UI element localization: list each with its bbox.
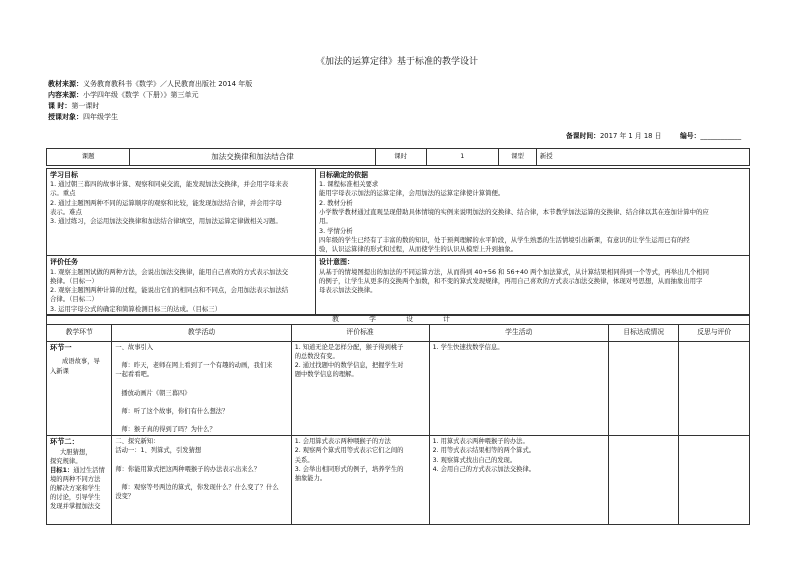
period-label: 课时 (375, 149, 426, 166)
type-label: 课型 (499, 149, 537, 166)
basis-line: 3. 学情分析 (319, 226, 353, 235)
teaching-process-table (46, 324, 750, 525)
achievement-cell (608, 436, 679, 525)
basis-line: 2. 教材分析 (319, 198, 353, 207)
criteria-line: 2. 通过找题中的数学信息，把握学生对 (294, 362, 404, 370)
criteria-line: 1. 知道无论是怎样分配，猴子得到桃子 (294, 344, 404, 351)
basis-line: 验，认识运算律的形式和过程，从而使学生的认识从模型上升到抽象。 (319, 245, 518, 254)
activity-line (115, 380, 287, 389)
student-line: 2. 用等式表示结果相等的两个算式。 (432, 447, 536, 455)
stage-goal: 目标1：通过生活情 (50, 466, 105, 474)
lesson-info-table (46, 148, 750, 166)
criteria-line: 2. 观察两个算式用等式表示它们之间的 (294, 447, 404, 455)
activity-line (115, 416, 287, 425)
meta-textbook: 教材来源：义务教育教科书《数学》／人民教育出版社 2014 年版 (48, 80, 253, 88)
activity-line (115, 474, 287, 483)
criteria-line: 题中数学信息的理解。 (294, 371, 358, 379)
basis-line: 小学数学教材通过直观呈现借助具体情境的实例来说明加法的交换律、结合律，本节教学加法运算的交换律、结合律以其在连加计算中的应 (319, 207, 709, 216)
activity-line: 没变？ (115, 493, 135, 500)
activity-cell (112, 436, 291, 525)
basis-line: 1. 课程标准相关要求 (319, 180, 379, 189)
design-intent (316, 256, 750, 316)
activity-line (115, 398, 287, 407)
criteria-cell (291, 436, 429, 525)
meta-content: 内容来源：小学四年级《数学（下册）》第三单元 (48, 91, 199, 99)
learning-objectives (47, 169, 316, 256)
activity-line: 师：猴子真的得到了吗？为什么？ (121, 426, 216, 434)
topic-label: 课题 (47, 149, 130, 166)
doc-number: 编号：____________ (680, 132, 742, 140)
assessment-line: 合律。（目标二） (50, 295, 98, 304)
type-value: 新授 (536, 149, 749, 166)
criteria-line: 1. 会用算式表示两种喂猴子的方法 (294, 438, 391, 446)
stage-line: 探究规律。 (50, 457, 82, 465)
activity-line: 播放动画片《朝三暮四》 (121, 389, 191, 397)
activity-line: 二、探究新知： (115, 438, 160, 446)
activity-line: 一、故事引入 (115, 344, 154, 351)
period-value: 1 (426, 149, 498, 166)
objective-basis (316, 169, 750, 256)
table-row (47, 342, 750, 436)
activity-line: 师：观察等号两边的算式，你发现什么？什么变了？什么 (121, 483, 279, 491)
topic-value: 加法交换律和加法结合律 (130, 149, 376, 166)
reflection-cell (679, 436, 750, 525)
stage-cell (47, 436, 112, 525)
basis-line: 四年级的学生已经有了丰富的数的知识，处于预判理解的水平阶段，从学生熟悉的生活情境引出新课，有意识的让学生运用已有的经 (319, 235, 690, 244)
assessment-line: 2. 观察主题图两种计算的过程，能说出它们的相同点和不同点，会用加法表示加法结 (50, 286, 289, 295)
reflection-cell (679, 342, 750, 436)
header-criteria: 评价标准 (291, 325, 429, 342)
achievement-cell (608, 342, 679, 436)
stage-goal-line: 的解决方案和学生 (50, 485, 101, 493)
objective-line: 1. 通过朝三暮四的故事计算、观察和同桌交流，能发现加法交换律，并会用字母来表 (50, 180, 289, 189)
criteria-line: 抽象能力。 (294, 474, 327, 482)
activity-line (115, 352, 287, 361)
student-cell (429, 436, 608, 525)
assessment-line: 换律。（目标一） (50, 276, 98, 285)
objective-line: 表示。难点 (50, 207, 82, 216)
objective-line: 3. 通过练习，会运用加法交换律和加法结合律填空，用加法运算定律做相关习题。 (50, 217, 282, 226)
criteria-cell (291, 342, 429, 436)
teaching-design-banner: 教 学 设 计 (46, 314, 750, 324)
basis-heading: 目标确定的依据 (319, 171, 368, 179)
activity-line: 师：昨天，老师在网上看到了一个有趣的动画，我们来 (121, 362, 273, 370)
stage-goal-line: 发现并掌握加法交 (50, 503, 101, 511)
header-stage: 教学环节 (47, 325, 112, 342)
activity-line: 师：听了这个故事，你们有什么想法？ (121, 407, 229, 415)
stage-line: 成语故事，导 (62, 358, 100, 366)
meta-period: 课 时：第一课时 (48, 102, 100, 110)
student-cell (429, 342, 608, 436)
stage-goal-line: 境的两种不同方法 (50, 476, 101, 484)
objectives-table (46, 168, 750, 316)
stage-cell (47, 342, 112, 436)
assessment-line: 1. 观察主题图试做的两种方法，会说出加法交换律，能用自己喜欢的方式表示加法交 (50, 267, 289, 276)
criteria-line: 关系。 (294, 456, 314, 464)
stage-line: 入新课 (50, 367, 69, 375)
student-line: 1. 学生快速找数学信息。 (432, 344, 504, 351)
criteria-line: 3. 会举出相同形式的例子，培养学生的 (294, 465, 404, 473)
activity-line: 师：你能用算式把这两种喂猴子的办法表示出来么？ (115, 465, 261, 473)
activity-line: 活动一：1、列算式，引发猜想 (115, 447, 202, 455)
activity-line: 一起看看吧。 (115, 371, 154, 379)
assessment-heading: 评价任务 (50, 258, 78, 267)
stage-title: 环节一 (50, 343, 72, 352)
activity-line (115, 456, 287, 465)
design-line: 的例子，让学生从更多的交换两个加数，和不变的算式发现规律，再用自己喜欢的方式表示加法交换律，体现对号思想，从而抽象出用字 (319, 276, 703, 285)
design-line: 从基于的情境图提出的加法的不同运算方法，从而得到 40+56 和 56+40 两个加法算式，从计算结果相同得到一个等式，再举出几个相同 (319, 267, 710, 276)
criteria-line: 的总数没有变。 (294, 353, 339, 361)
objective-line: 示。重点 (50, 189, 76, 198)
objectives-heading: 学习目标 (50, 171, 78, 179)
meta-audience: 授课对象：四年级学生 (48, 113, 118, 121)
student-line: 4. 会用自己的方式表示加法交换律。 (432, 465, 536, 473)
header-reflection: 反思与评价 (679, 325, 750, 342)
header-student: 学生活动 (429, 325, 608, 342)
student-line: 1. 用算式表示两种喂猴子的办法。 (432, 438, 529, 446)
document-title: 《加法的运算定律》基于标准的教学设计 (315, 57, 478, 67)
basis-line: 能用字母表示加法的运算定律，会用加法的运算定律使计算简便。 (319, 189, 505, 198)
design-line: 母表示加法交换律。 (319, 286, 377, 295)
assessment-tasks (47, 256, 316, 316)
table-row (47, 436, 750, 525)
header-activity: 教学活动 (112, 325, 291, 342)
student-line: 3. 观察算式找出自己的发现。 (432, 456, 517, 464)
objective-line: 2. 通过主题图两种不同的运算顺序的观察和比较，能发现加法结合律，并会用字母 (50, 198, 282, 207)
prep-date: 备课时间：2017 年 1 月 18 日 (566, 132, 662, 140)
stage-title: 环节二： (50, 437, 79, 447)
basis-line: 用。 (319, 217, 332, 226)
assessment-line: 3. 运用字母公式的确定和简算检测目标三的达成。（目标三） (50, 304, 222, 313)
design-heading: 设计意图： (319, 258, 354, 267)
stage-line: 大胆猜想， (60, 448, 92, 456)
stage-goal-line: 的讨论，引导学生 (50, 494, 101, 502)
header-achievement: 目标达成情况 (608, 325, 679, 342)
activity-cell (112, 342, 291, 436)
